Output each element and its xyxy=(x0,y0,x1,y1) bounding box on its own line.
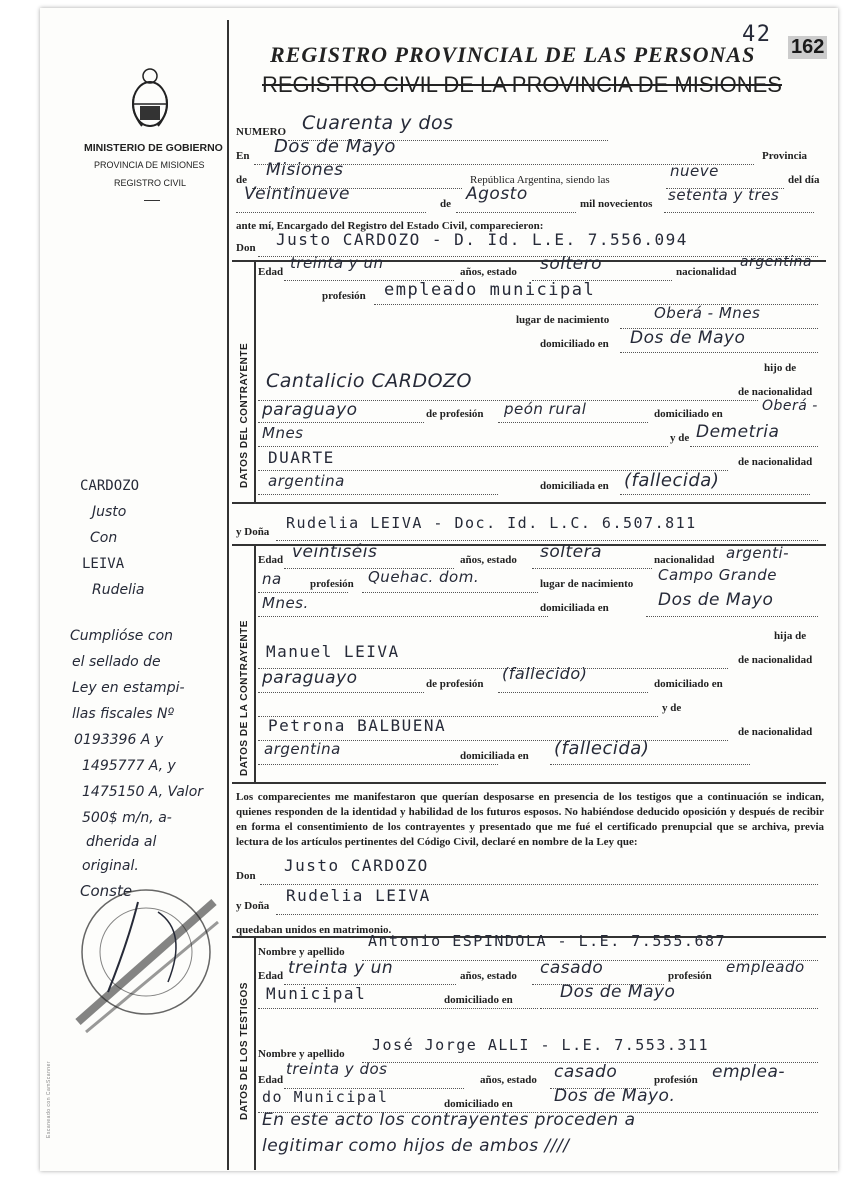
t2-edad-label: Edad xyxy=(258,1074,284,1086)
c1-de-prof-label: de profesión xyxy=(426,408,484,420)
margin-note-9: dherida al xyxy=(86,834,157,850)
de2-label: de xyxy=(440,198,451,210)
don-value: Justo CARDOZO - D. Id. L.E. 7.556.094 xyxy=(276,230,688,249)
c2-lugar-cont: Mnes. xyxy=(262,594,309,612)
c1-lugar-label: lugar de nacimiento xyxy=(516,314,610,326)
c1-prof-value: empleado municipal xyxy=(384,280,596,300)
t1-dom-value: Dos de Mayo xyxy=(560,982,676,1002)
dia-value: Veintinueve xyxy=(244,184,351,204)
registry-label: REGISTRO CIVIL xyxy=(114,178,187,188)
c1-dom-value: Dos de Mayo xyxy=(630,328,746,348)
c2-lugar-value: Campo Grande xyxy=(658,566,777,584)
logo-divider xyxy=(144,200,160,201)
c1-edad-value: treinta y un xyxy=(290,254,384,272)
c2-padre-nac-value: paraguayo xyxy=(262,668,358,688)
margin-note-8: 500$ m/n, a- xyxy=(82,810,172,826)
margin-note-10: original. xyxy=(82,858,139,874)
margin-note-11: Conste xyxy=(80,882,133,900)
t2-estado-value: casado xyxy=(554,1062,618,1082)
margin-note-6: 1495777 A, y xyxy=(82,758,176,774)
coat-of-arms-icon xyxy=(128,66,172,132)
t2-nombre-value: José Jorge ALLI - L.E. 7.553.311 xyxy=(372,1036,709,1054)
margin-note-3: Ley en estampi- xyxy=(72,680,185,696)
decl-dona-label: y Doña xyxy=(236,900,270,912)
c1-hijo-label: hijo de xyxy=(764,362,797,374)
c2-edad-label: Edad xyxy=(258,554,284,566)
margin-note-2: el sellado de xyxy=(72,654,161,670)
c2-de-prof-label: de profesión xyxy=(426,678,484,690)
margin-note-7: 1475150 A, Valor xyxy=(82,784,204,800)
don-label: Don xyxy=(236,242,256,254)
t2-nombre-label: Nombre y apellido xyxy=(258,1048,345,1060)
margin-name-1: CARDOZO xyxy=(80,478,140,494)
margin-note-4: llas fiscales Nº xyxy=(72,706,175,722)
c1-nac-value: argentina xyxy=(740,254,813,270)
c2-dona-label: y Doña xyxy=(236,526,270,538)
c2-dom-label: domiciliada en xyxy=(540,602,609,614)
c1-de-nac2-label: de nacionalidad xyxy=(738,456,813,468)
province-label: PROVINCIA DE MISIONES xyxy=(94,160,205,170)
c2-nac-label: nacionalidad xyxy=(654,554,715,566)
c2-nac-value: argenti- xyxy=(726,544,790,562)
c1-prof-label: profesión xyxy=(322,290,366,302)
en-value: Dos de Mayo xyxy=(274,136,396,157)
c2-dona-value: Rudelia LEIVA - Doc. Id. L.C. 6.507.811 xyxy=(286,514,697,532)
margin-name-3: Con xyxy=(90,530,118,546)
contrayente-section-label: DATOS DEL CONTRAYENTE xyxy=(239,342,250,488)
t1-estado-label: años, estado xyxy=(460,970,517,982)
margin-name-4: LEIVA xyxy=(82,556,125,572)
c1-madre-dom-value: (fallecida) xyxy=(624,470,720,491)
c2-dom-a-label: domiciliada en xyxy=(460,750,529,762)
decl-don-value: Justo CARDOZO xyxy=(284,856,429,875)
t2-edad-value: treinta y dos xyxy=(286,1060,388,1078)
de-value: Misiones xyxy=(266,160,344,180)
c1-estado-label: años, estado xyxy=(460,266,517,278)
anio-value: setenta y tres xyxy=(668,186,780,204)
c2-nac-cont: na xyxy=(262,570,282,588)
c1-padre-dom-cont: Mnes xyxy=(262,424,304,442)
provincia-label: Provincia xyxy=(762,150,808,162)
t2-estado-label: años, estado xyxy=(480,1074,537,1086)
t1-dom-label: domiciliado en xyxy=(444,994,513,1006)
c1-lugar-value: Oberá - Mnes xyxy=(654,304,761,322)
c1-madre-value: Demetria xyxy=(696,422,780,442)
t1-nombre-label: Nombre y apellido xyxy=(258,946,345,958)
c2-madre-dom-value: (fallecida) xyxy=(554,738,650,759)
c1-dom-en-label: domiciliado en xyxy=(654,408,723,420)
c2-de-nac2-label: de nacionalidad xyxy=(738,726,813,738)
scanner-note: Escaneado con CamScanner xyxy=(46,1060,52,1138)
t1-estado-value: casado xyxy=(540,958,604,978)
c2-prof-value: Quehac. dom. xyxy=(368,568,480,586)
c2-estado-value: soltera xyxy=(540,542,603,562)
c2-padre-prof-value: (fallecido) xyxy=(502,664,588,683)
t2-prof-value: emplea- xyxy=(712,1062,786,1082)
t1-prof-label: profesión xyxy=(668,970,712,982)
c2-edad-value: veintiséis xyxy=(292,542,378,562)
t1-nombre-value: Antonio ESPINDOLA - L.E. 7.555.687 xyxy=(368,932,727,950)
c2-madre-nac-value: argentina xyxy=(264,740,341,758)
note-line-1: En este acto los contrayentes proceden a xyxy=(262,1110,636,1130)
c2-madre-value: Petrona BALBUENA xyxy=(268,716,447,735)
unidos-text: quedaban unidos en matrimonio. xyxy=(236,924,392,936)
c2-estado-label: años, estado xyxy=(460,554,517,566)
decl-dona-value: Rudelia LEIVA xyxy=(286,886,431,905)
civil-registry-document xyxy=(40,8,838,1171)
margin-note-5: 0193396 A y xyxy=(74,732,164,748)
c2-padre-value: Manuel LEIVA xyxy=(266,642,400,661)
document-title: REGISTRO PROVINCIAL DE LAS PERSONAS xyxy=(270,42,756,67)
decl-don-label: Don xyxy=(236,870,256,882)
c1-padre-value: Cantalicio CARDOZO xyxy=(266,370,473,392)
c2-dom-value: Dos de Mayo xyxy=(658,590,774,610)
c1-padre-nac-value: paraguayo xyxy=(262,400,358,420)
en-label: En xyxy=(236,150,250,162)
c2-de-nac-label: de nacionalidad xyxy=(738,654,813,666)
c2-hija-label: hija de xyxy=(774,630,807,642)
c1-nac-label: nacionalidad xyxy=(676,266,737,278)
margin-name-5: Rudelia xyxy=(92,582,145,598)
c2-y-de-label: y de xyxy=(662,702,682,714)
ministry-label: MINISTERIO DE GOBIERNO xyxy=(84,142,223,154)
c1-madre-nac-value: argentina xyxy=(268,472,345,490)
c1-padre-prof-value: peón rural xyxy=(504,400,587,418)
margin-rule xyxy=(227,20,229,1170)
folio-number: 162 xyxy=(788,36,827,59)
mil-label: mil novecientos xyxy=(580,198,653,210)
testigos-section-label: DATOS DE LOS TESTIGOS xyxy=(239,982,250,1120)
margin-name-2: Justo xyxy=(92,504,127,520)
t1-edad-label: Edad xyxy=(258,970,284,982)
c1-madre-cont: DUARTE xyxy=(268,448,335,467)
c1-de-nac-label: de nacionalidad xyxy=(738,386,813,398)
t2-dom-value: Dos de Mayo. xyxy=(554,1086,676,1106)
del-dia-label: del día xyxy=(788,174,820,186)
c2-prof-label: profesión xyxy=(310,578,354,590)
hora-value: nueve xyxy=(670,162,719,180)
contrayente2-section-label: DATOS DE LA CONTRAYENTE xyxy=(239,620,250,776)
t1-prof-cont: Municipal xyxy=(266,984,367,1003)
struck-title: REGISTRO CIVIL DE LA PROVINCIA DE MISIONES xyxy=(262,72,782,97)
numero-value: Cuarenta y dos xyxy=(302,112,454,134)
ante-text: ante mí, Encargado del Registro del Estado Civil, comparecieron: xyxy=(236,220,544,232)
t1-edad-value: treinta y un xyxy=(288,958,394,978)
de-label: de xyxy=(236,174,247,186)
c1-y-de-label: y de xyxy=(670,432,690,444)
c1-dom-a-label: domiciliada en xyxy=(540,480,609,492)
c2-lugar-label: lugar de nacimiento xyxy=(540,578,634,590)
declaration-paragraph: Los comparecientes me manifestaron que querían desposarse en presencia de los testigos que a continuación se indican, quienes responden de la identidad y habilidad de los futuros esposos. No habiéndose deducido oposición y después de recibir en forma el consentimiento de los contrayentes y presentado que me fué el certificado prenupcial que se archiva, previa lectura de los artículos pertinentes del Código Civil, declaré en nombre de la Ley que: xyxy=(236,791,824,848)
c1-estado-value: soltero xyxy=(540,254,602,274)
c1-padre-dom-value: Oberá - xyxy=(762,398,818,414)
c2-dom-en-label: domiciliado en xyxy=(654,678,723,690)
t2-prof-cont: do Municipal xyxy=(262,1088,389,1106)
t1-prof-value: empleado xyxy=(726,958,805,976)
c1-edad-label: Edad xyxy=(258,266,284,278)
note-line-2: legitimar como hijos de ambos //// xyxy=(262,1136,570,1156)
margin-note-1: Cumplióse con xyxy=(70,628,174,644)
numero-label: NUMERO xyxy=(236,126,287,138)
t2-prof-label: profesión xyxy=(654,1074,698,1086)
t2-dom-label: domiciliado en xyxy=(444,1098,513,1110)
c1-dom-label: domiciliado en xyxy=(540,338,609,350)
page-number: 42 xyxy=(742,22,772,47)
mes-value: Agosto xyxy=(466,184,528,204)
republica-text: República Argentina, siendo las xyxy=(470,174,610,186)
official-stamp-icon xyxy=(68,872,224,1042)
